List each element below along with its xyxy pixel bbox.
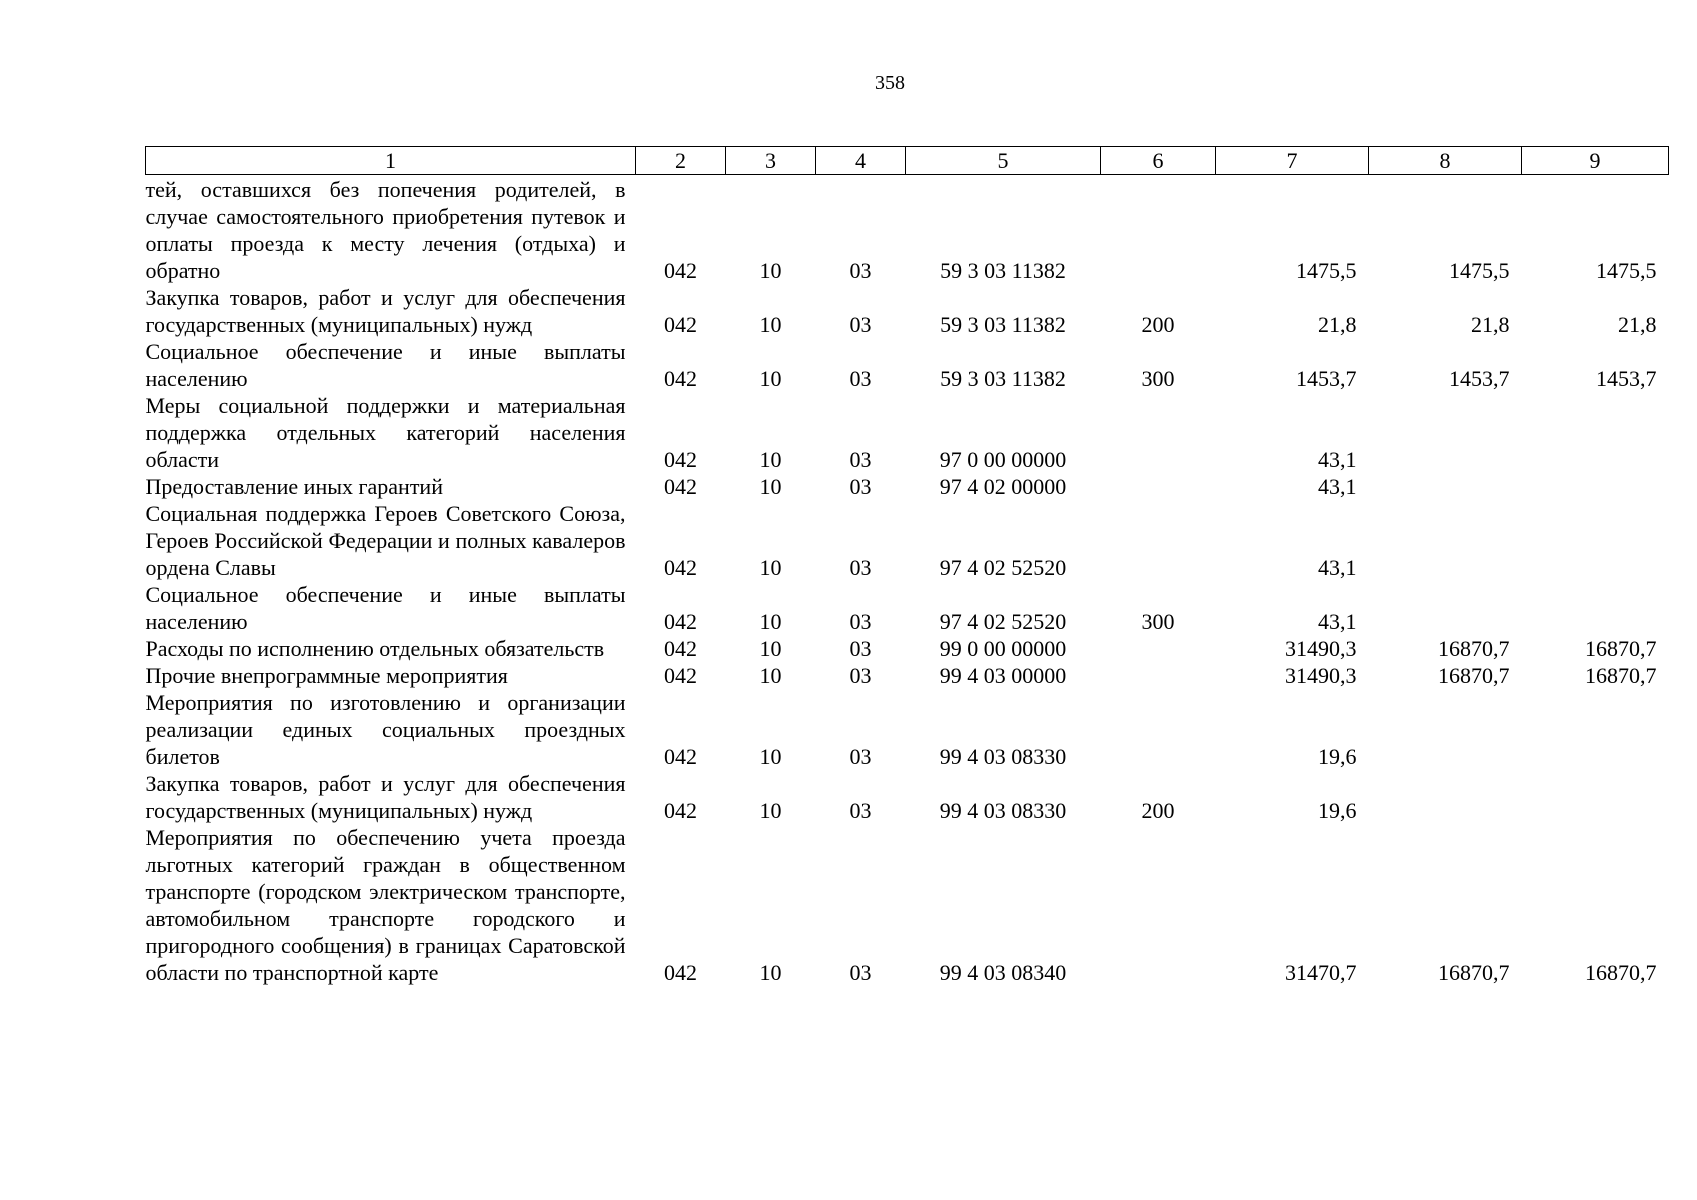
row-amount-col8 [1369, 500, 1522, 581]
row-expense-type [1101, 392, 1216, 473]
row-expense-type: 300 [1141, 366, 1175, 391]
row-description: Социальное обеспечение и иные выплаты населению [145, 339, 626, 391]
row-description: Расходы по исполнению отдельных обязательств [145, 636, 605, 661]
header-col-4: 4 [816, 147, 906, 175]
row-subsection-code: 03 [849, 663, 872, 688]
row-expense-type: 200 [1141, 798, 1175, 823]
row-admin-code: 042 [664, 555, 697, 580]
row-subsection-code: 03 [849, 474, 872, 499]
row-expense-type [1101, 689, 1216, 770]
row-subsection-code: 03 [849, 447, 872, 472]
row-subsection-code: 03 [849, 744, 872, 769]
row-amount-col9: 1475,5 [1596, 258, 1657, 283]
row-section-code: 10 [759, 663, 782, 688]
row-amount-col8: 16870,7 [1438, 663, 1510, 688]
row-amount-col8: 1453,7 [1449, 366, 1510, 391]
row-target-article: 99 4 03 08330 [939, 744, 1067, 769]
row-section-code: 10 [759, 474, 782, 499]
table-header [146, 147, 1669, 175]
row-admin-code: 042 [664, 744, 697, 769]
row-admin-code: 042 [664, 960, 697, 985]
table-row [146, 500, 1669, 581]
row-amount-col8 [1369, 689, 1522, 770]
row-target-article: 99 4 03 00000 [939, 663, 1067, 688]
row-section-code: 10 [759, 555, 782, 580]
row-expense-type [1101, 662, 1216, 689]
row-description: Мероприятия по изготовлению и организации реализации единых социальных проездных билетов [145, 690, 626, 769]
row-description: Мероприятия по обеспечению учета проезда льготных категорий граждан в общественном транспорте (городском электрическом транспорте, автомобильном транспорте городского и пригородного сообщения) в границах Саратовской области по транспортной карте [145, 825, 626, 985]
row-amount-col9 [1522, 581, 1669, 635]
row-section-code: 10 [759, 960, 782, 985]
row-section-code: 10 [759, 447, 782, 472]
row-amount-col9: 1453,7 [1596, 366, 1657, 391]
row-subsection-code: 03 [849, 258, 872, 283]
row-amount-col7: 43,1 [1318, 555, 1357, 580]
row-description: Меры социальной поддержки и материальная поддержка отдельных категорий населения области [145, 393, 626, 472]
table-row [146, 824, 1669, 986]
row-subsection-code: 03 [849, 366, 872, 391]
header-col-6: 6 [1101, 147, 1216, 175]
header-col-9: 9 [1522, 147, 1669, 175]
row-amount-col8: 16870,7 [1438, 960, 1510, 985]
header-col-3: 3 [726, 147, 816, 175]
row-amount-col9: 16870,7 [1585, 960, 1657, 985]
row-section-code: 10 [759, 798, 782, 823]
row-amount-col7: 21,8 [1318, 312, 1357, 337]
row-expense-type [1101, 635, 1216, 662]
row-amount-col9: 16870,7 [1585, 663, 1657, 688]
row-subsection-code: 03 [849, 609, 872, 634]
row-description: тей, оставшихся без попечения родителей, в случае самостоятельного приобретения путевок и оплаты проезда к месту лечения (отдыха) и обратно [145, 177, 626, 283]
row-amount-col9: 21,8 [1618, 312, 1657, 337]
row-section-code: 10 [759, 258, 782, 283]
row-amount-col8: 1475,5 [1449, 258, 1510, 283]
row-amount-col9 [1522, 689, 1669, 770]
header-col-1: 1 [146, 147, 636, 175]
row-amount-col8: 21,8 [1471, 312, 1510, 337]
row-description: Прочие внепрограммные мероприятия [145, 663, 508, 688]
row-admin-code: 042 [664, 609, 697, 634]
table-row [146, 770, 1669, 824]
row-target-article: 97 4 02 52520 [939, 555, 1067, 580]
table-body [146, 175, 1669, 987]
table-row [146, 175, 1669, 285]
table-row [146, 581, 1669, 635]
row-description: Социальная поддержка Героев Советского Союза, Героев Российской Федерации и полных кавалеров ордена Славы [145, 501, 626, 580]
row-expense-type [1101, 824, 1216, 986]
row-section-code: 10 [759, 609, 782, 634]
row-amount-col7: 19,6 [1318, 798, 1357, 823]
row-amount-col9 [1522, 770, 1669, 824]
row-target-article: 99 0 00 00000 [939, 636, 1067, 661]
row-description: Закупка товаров, работ и услуг для обеспечения государственных (муниципальных) нужд [145, 771, 626, 823]
row-amount-col9 [1522, 392, 1669, 473]
row-target-article: 97 4 02 00000 [939, 474, 1067, 499]
row-section-code: 10 [759, 744, 782, 769]
table-row [146, 662, 1669, 689]
row-admin-code: 042 [664, 798, 697, 823]
row-description: Закупка товаров, работ и услуг для обеспечения государственных (муниципальных) нужд [145, 285, 626, 337]
page-number: 358 [875, 72, 905, 94]
row-amount-col9 [1522, 500, 1669, 581]
row-amount-col8 [1369, 392, 1522, 473]
row-admin-code: 042 [664, 366, 697, 391]
table-row [146, 392, 1669, 473]
row-target-article: 97 0 00 00000 [939, 447, 1067, 472]
row-admin-code: 042 [664, 474, 697, 499]
row-amount-col7: 31470,7 [1285, 960, 1357, 985]
table-row [146, 338, 1669, 392]
row-expense-type [1101, 175, 1216, 285]
row-target-article: 59 3 03 11382 [940, 312, 1066, 337]
header-col-2: 2 [636, 147, 726, 175]
row-description: Предоставление иных гарантий [145, 474, 443, 499]
table-row [146, 635, 1669, 662]
header-col-7: 7 [1216, 147, 1369, 175]
row-description: Социальное обеспечение и иные выплаты населению [145, 582, 626, 634]
row-amount-col8: 16870,7 [1438, 636, 1510, 661]
row-expense-type: 300 [1141, 609, 1175, 634]
row-amount-col7: 19,6 [1318, 744, 1357, 769]
row-amount-col7: 1453,7 [1296, 366, 1357, 391]
header-row [146, 147, 1669, 175]
row-admin-code: 042 [664, 636, 697, 661]
row-target-article: 59 3 03 11382 [940, 258, 1066, 283]
row-amount-col7: 43,1 [1318, 474, 1357, 499]
row-amount-col7: 1475,5 [1296, 258, 1357, 283]
row-subsection-code: 03 [849, 960, 872, 985]
row-admin-code: 042 [664, 447, 697, 472]
table-row [146, 284, 1669, 338]
row-target-article: 59 3 03 11382 [940, 366, 1066, 391]
row-section-code: 10 [759, 636, 782, 661]
row-expense-type [1101, 500, 1216, 581]
row-amount-col9 [1522, 473, 1669, 500]
row-section-code: 10 [759, 366, 782, 391]
row-amount-col8 [1369, 581, 1522, 635]
header-col-5: 5 [906, 147, 1101, 175]
row-subsection-code: 03 [849, 555, 872, 580]
row-section-code: 10 [759, 312, 782, 337]
row-amount-col8 [1369, 473, 1522, 500]
row-target-article: 97 4 02 52520 [939, 609, 1067, 634]
row-subsection-code: 03 [849, 312, 872, 337]
row-expense-type [1101, 473, 1216, 500]
row-admin-code: 042 [664, 663, 697, 688]
row-amount-col8 [1369, 770, 1522, 824]
row-amount-col7: 31490,3 [1285, 663, 1357, 688]
row-subsection-code: 03 [849, 636, 872, 661]
row-expense-type: 200 [1141, 312, 1175, 337]
table-row [146, 689, 1669, 770]
budget-table [145, 146, 1669, 986]
row-amount-col7: 43,1 [1318, 447, 1357, 472]
row-target-article: 99 4 03 08340 [939, 960, 1067, 985]
row-amount-col7: 43,1 [1318, 609, 1357, 634]
header-col-8: 8 [1369, 147, 1522, 175]
row-amount-col7: 31490,3 [1285, 636, 1357, 661]
table-row [146, 473, 1669, 500]
row-admin-code: 042 [664, 312, 697, 337]
row-subsection-code: 03 [849, 798, 872, 823]
row-admin-code: 042 [664, 258, 697, 283]
row-target-article: 99 4 03 08330 [939, 798, 1067, 823]
row-amount-col9: 16870,7 [1585, 636, 1657, 661]
